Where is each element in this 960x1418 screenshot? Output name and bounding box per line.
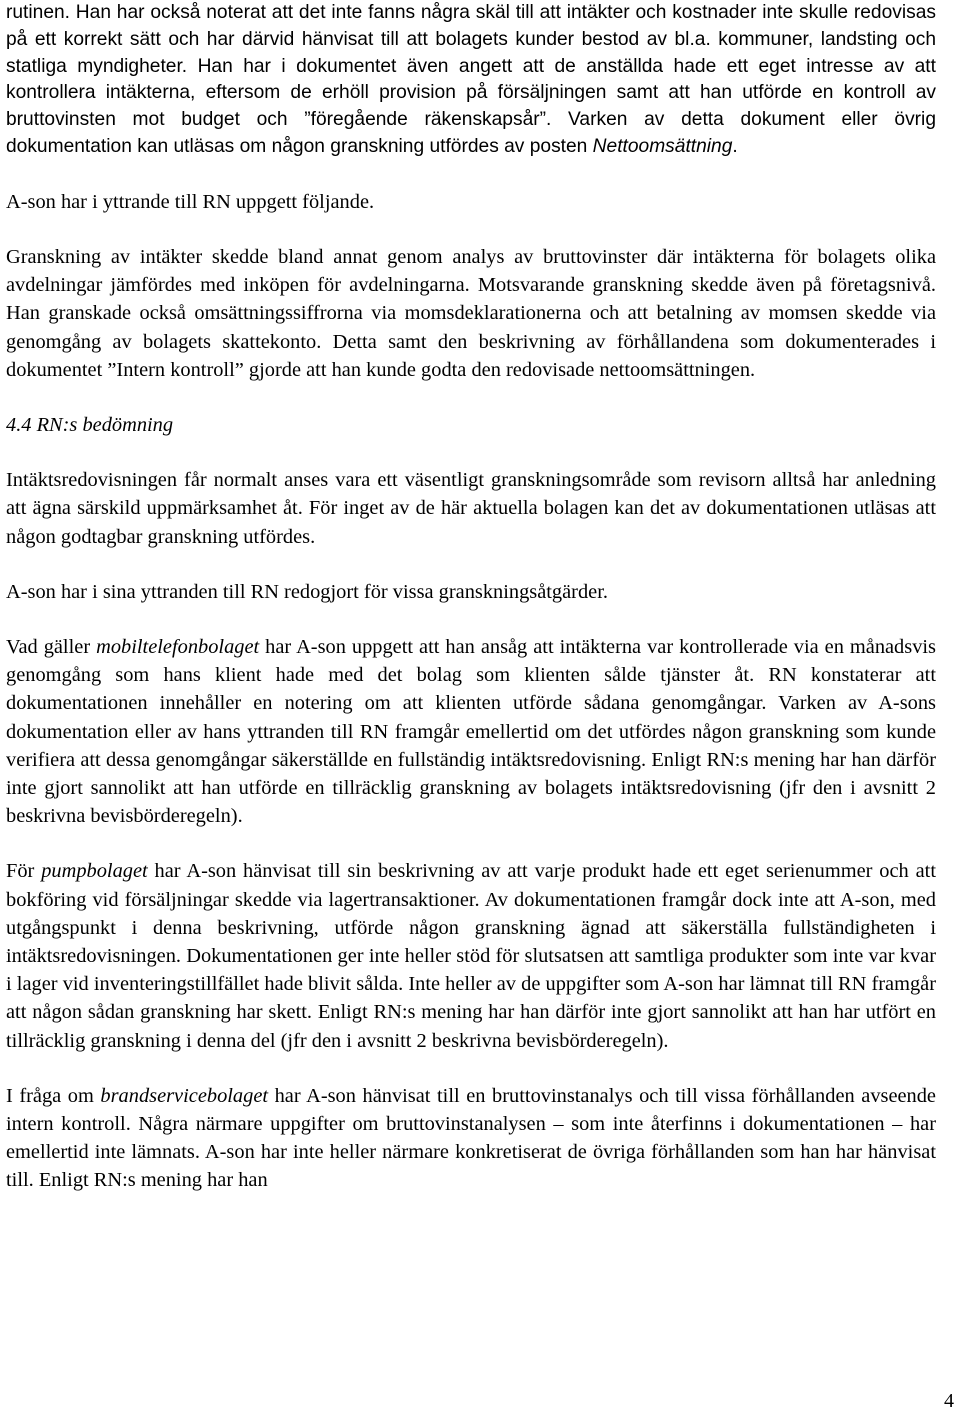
emphasis-term: brandservicebolaget bbox=[100, 1084, 269, 1107]
emphasis-term: Nettoomsättning bbox=[592, 135, 733, 157]
page-number: 4 bbox=[944, 1390, 954, 1412]
paragraph-assessment: Intäktsredovisningen får normalt anses vara ett väsentligt granskningsområde som revisorn alltså har anledning att ägna särskild uppmärksamhet åt. För inget av de här aktuella bolagen kan det av dokumentationen utläsas att någon godtagbar granskning utfördes. bbox=[6, 469, 936, 548]
paragraph-text: Vad gäller bbox=[6, 636, 97, 659]
paragraph-text: Han har i dokumentet även angett att de anställda hade ett eget intresse av att kontrollera intäkterna, eftersom de erhöll provision på försäljningen samt att han utförde en kontroll av bruttovinsten mot budget och ”föregående räkenskapsår”. Varken av detta dokument eller övrig dokumentation kan utläsas om någon granskning utfördes av posten bbox=[6, 55, 936, 157]
paragraph-text: I fråga om bbox=[6, 1084, 101, 1107]
paragraph-review-routines bbox=[6, 0, 936, 161]
emphasis-term: mobiltelefonbolaget bbox=[96, 636, 260, 659]
paragraph-text: rutinen. Han har också noterat att det inte fanns några skäl till att intäkter och kostnader inte skulle redovisas på ett korrekt sätt och har därvid hänvisat till att bolagets kunder bestod av bl.a. kommuner, landsting och statliga myndigheter. bbox=[6, 2, 936, 77]
paragraph-text: För bbox=[6, 860, 42, 883]
paragraph-measures: A-son har i sina yttranden till RN redogjort för vissa granskningsåtgärder. bbox=[6, 580, 608, 603]
paragraph-text: har A-son uppgett att han ansåg att intäkterna var kontrollerade via en månadsvis genomgång som hans klient hade med det bolag som klienten sålde tjänster åt. RN konstaterar att dokumentationen innehåller en notering om att klienten utförde sådana genomgångar. Varken av A-sons dokumentation eller av hans yttranden till RN framgår emellertid om det utfördes någon granskning som kunde verifiera att dessa genomgångar säkerställde en fullständig intäktsredovisning. Enligt RN:s mening har han därför inte gjort sannolikt att han utförde en tillräcklig granskning av bolagets intäktsredovisning (jfr den i avsnitt 2 beskrivna bevisbörderegeln). bbox=[6, 636, 936, 828]
paragraph-mobile-company bbox=[6, 633, 936, 830]
paragraph-text: . bbox=[732, 135, 738, 157]
paragraph-statement-intro: A-son har i yttrande till RN uppgett följande. bbox=[6, 190, 375, 213]
emphasis-term: pumpbolaget bbox=[41, 860, 148, 883]
document-page bbox=[6, 0, 936, 1195]
paragraph-fire-service-company bbox=[6, 1082, 936, 1195]
paragraph-text: har A-son hänvisat till en bruttovinstanalys och till vissa förhållanden avseende intern kontroll. Några närmare uppgifter om bruttovinstanalysen – som inte återfinns i dokumentationen – har emellertid inte lämnats. A-son har inte heller närmare konkretiserat de övriga förhållanden som han har hänvisat till. Enligt RN:s mening har han bbox=[6, 1084, 936, 1192]
section-heading: 4.4 RN:s bedömning bbox=[6, 414, 174, 436]
paragraph-statement: Granskning av intäkter skedde bland annat genom analys av bruttovinster där intäkterna för bolagets olika avdelningar jämfördes med inköpen för avdelningarna. Motsvarande granskning skedde även på företagsnivå. Han granskade också omsättningssiffrorna via momsdeklarationerna och att betalning av momsen skedde via genomgång av bolagets skattekonto. Detta samt den beskrivning av förhållandena som dokumenterades i dokumentet ”Intern kontroll” gjorde att han kunde godta den redovisade nettoomsättningen. bbox=[6, 245, 936, 381]
paragraph-pump-company bbox=[6, 857, 936, 1054]
paragraph-text: har A-son hänvisat till sin beskrivning av att varje produkt hade ett eget serienummer och att bokföring vid försäljningar skedde via lagertransaktioner. Av dokumentationen framgår dock inte att A-son, med utgångspunkt i denna beskrivning, utförde någon granskning ägnad att säkerställa fullständigheten i intäktsredovisningen. Dokumentationen ger inte heller stöd för slutsatsen att samtliga produkter som inte var kvar i lager vid inventeringstillfället hade blivit sålda. Inte heller av de uppgifter som A-son har lämnat till RN framgår att någon sådan granskning har skett. Enligt RN:s mening har han därför inte gjort sannolikt att han har utfört en tillräcklig granskning i denna del (jfr den i avsnitt 2 beskrivna bevisbörderegeln). bbox=[6, 860, 936, 1052]
